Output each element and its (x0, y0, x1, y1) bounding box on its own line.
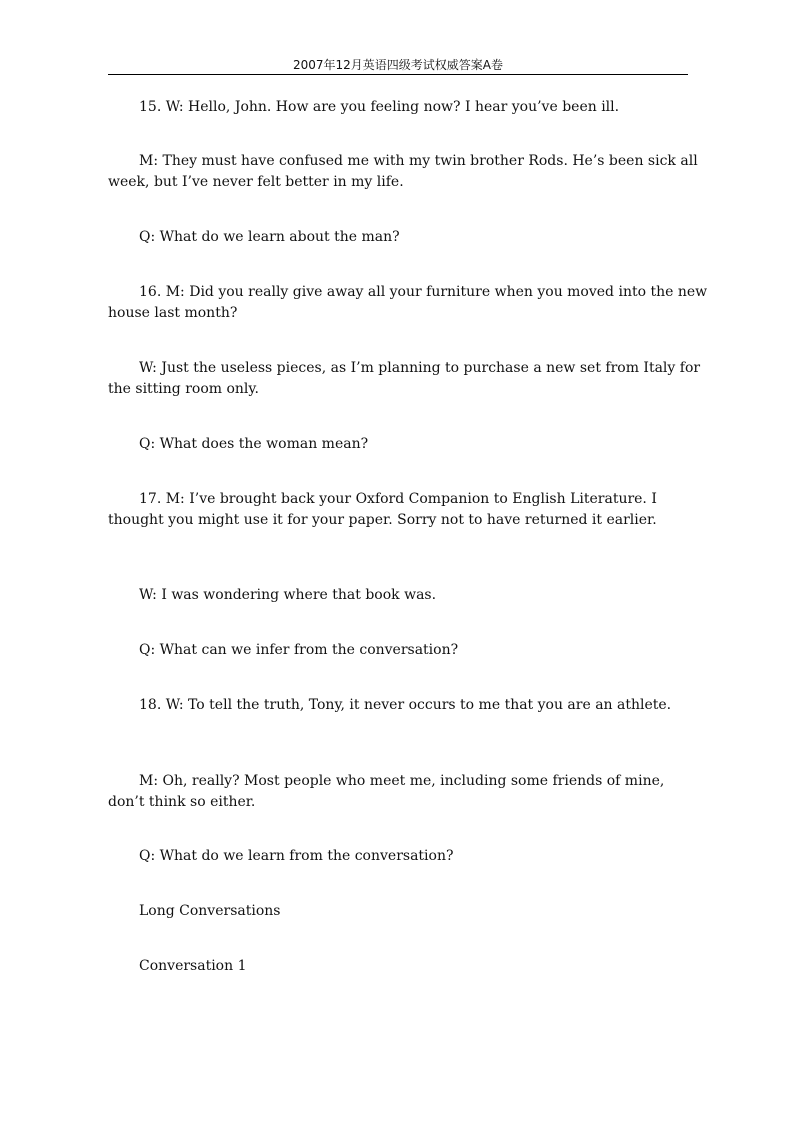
section-heading-long-conversations: Long Conversations (139, 903, 281, 919)
paragraph-q18-woman: 18. W: To tell the truth, Tony, it never occurs to me that you are an athlete. (139, 697, 672, 713)
paragraph-q15-man: M: They must have confused me with my twin brother Rods. He’s been sick all week, but I’ve never felt better in my life. (108, 153, 698, 190)
page-header (108, 56, 688, 75)
paragraph-q16-question: Q: What does the woman mean? (139, 436, 369, 452)
section-heading-conversation-1: Conversation 1 (139, 958, 247, 974)
paragraph-q18-question: Q: What do we learn from the conversation? (139, 848, 454, 864)
page-header-title: 2007年12月英语四级考试权威答案A卷 (292, 58, 504, 72)
paragraph-q16-woman: W: Just the useless pieces, as I’m planning to purchase a new set from Italy for the sitting room only. (108, 360, 701, 397)
paragraph-q15-question: Q: What do we learn about the man? (139, 229, 400, 245)
paragraph-q17-man: 17. M: I’ve brought back your Oxford Companion to English Literature. I thought you might use it for your paper. Sorry not to have returned it earlier. (108, 491, 657, 528)
paragraph-q18-man: M: Oh, really? Most people who meet me, including some friends of mine, don’t think so either. (108, 773, 665, 810)
paragraph-q15-woman: 15. W: Hello, John. How are you feeling now? I hear you’ve been ill. (139, 99, 620, 115)
paragraph-q17-woman: W: I was wondering where that book was. (139, 587, 437, 603)
paragraph-q17-question: Q: What can we infer from the conversation? (139, 642, 459, 658)
paragraph-q16-man: 16. M: Did you really give away all your furniture when you moved into the new house last month? (108, 284, 708, 321)
